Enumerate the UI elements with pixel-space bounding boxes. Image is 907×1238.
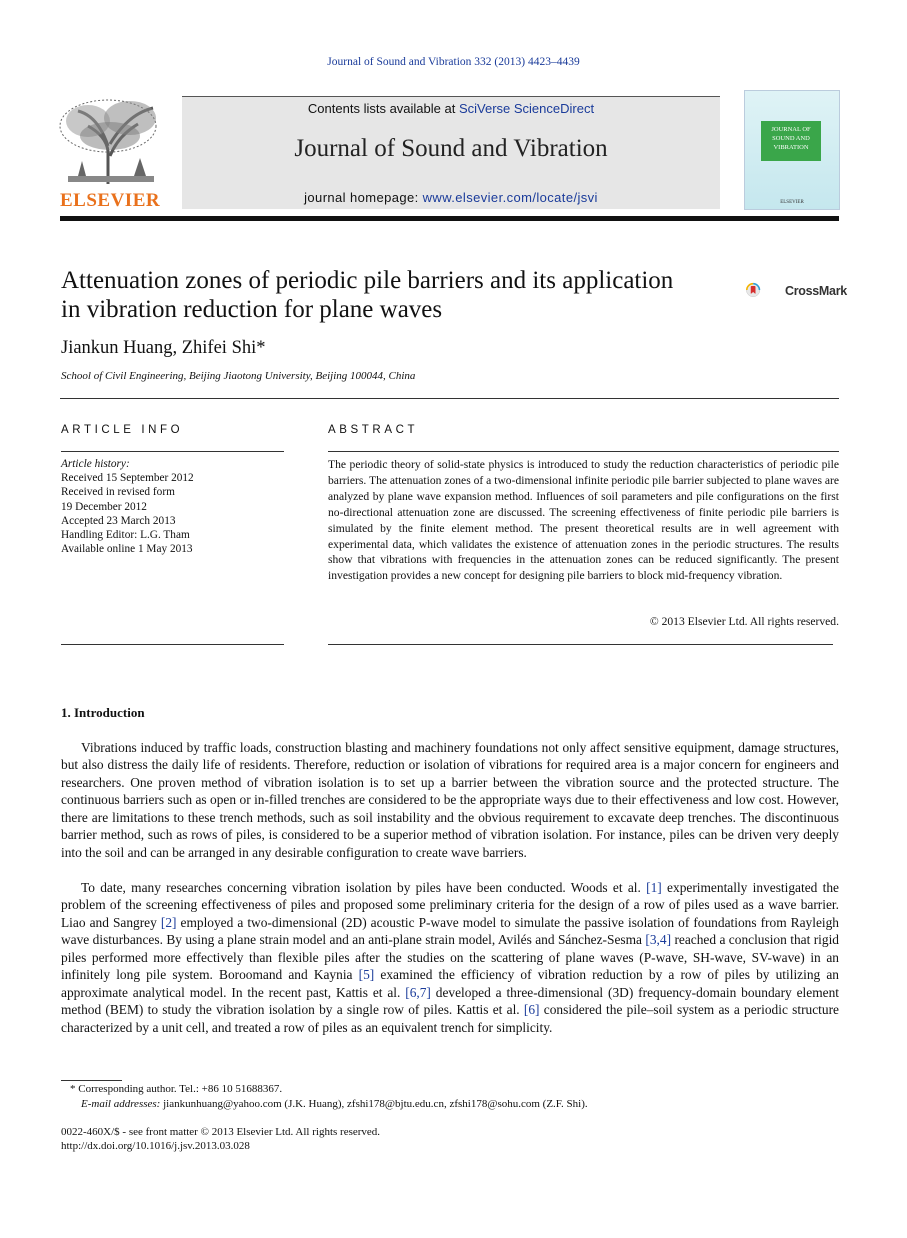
header-divider [60,216,839,221]
journal-cover-thumbnail[interactable] [744,90,840,210]
paragraph-text: considered the pile–soil system as a periodic structure characterized by a unit cell, and treated a row of piles as an equivalent trench for simplicity. [61,1002,839,1035]
paragraph-text: developed a three-dimensional (3D) frequency-domain boundary element method (BEM) to study the vibration isolation by a single row of piles. Kattis et al. [61,984,839,1018]
intro-paragraph-2 [61,879,839,1036]
contents-line [182,101,720,116]
article-authors: Jiankun Huang, Zhifei Shi* [61,338,266,358]
history-entry: Received in revised form [61,486,175,499]
crossmark-icon[interactable] [746,271,784,309]
abstract-rule-bottom [328,644,833,645]
citation-link[interactable]: [6] [523,1002,540,1018]
article-title-line2: in vibration reduction for plane waves [61,296,443,323]
journal-title: Journal of Sound and Vibration [294,135,608,162]
history-entry: Handling Editor: L.G. Tham [61,529,190,542]
issn-line: 0022-460X/$ - see front matter © 2013 Elsevier Ltd. All rights reserved. [61,1126,381,1138]
journal-citation[interactable]: Journal of Sound and Vibration 332 (2013) 4423–4439 [327,56,580,68]
paragraph-text: examined the efficiency of vibration reduction by a row of piles by utilizing an approximate analytical model. In the recent past, Kattis et al. [61,967,839,1000]
abstract-text: The periodic theory of solid-state physics is introduced to study the reduction characteristics of periodic pile barriers. The attenuation zones of a two-dimensional infinite periodic pile barrier subjected to plane waves are analyzed by plane wave expansion method. Influences of soil parameters and pile configurations on the first no-directional attenuation zone are discussed. The screening effectiveness of finite periodic pile barriers is simulated by the finite element method. The present theoretical results are in well agreement with experimental data, which validates the existence of attenuation zones in the periodic structures. The results show that vibrations with frequencies in the attenuation zones can be reduced significantly. The present investigation provides a new concept for designing pile barriers to block mid-frequency vibration. [328,458,840,583]
history-entry: 19 December 2012 [61,500,147,513]
title-divider [60,398,839,399]
paragraph-text: employed a two-dimensional (2D) acoustic P-wave model to simulate the passive isolation of foundations from Rayleigh wave disturbances. By using a plane strain model and an anti-plane strain model, Avilés and Sánchez-Sesma [61,914,839,948]
email-addresses [81,1098,588,1110]
citation-link[interactable]: [6,7] [405,984,431,1000]
crossmark-label[interactable]: CrossMark [785,284,847,298]
history-entry: Received 15 September 2012 [61,472,194,485]
cover-title: JOURNAL OF SOUND AND VIBRATION [761,121,821,161]
sciencedirect-link[interactable]: SciVerse ScienceDirect [458,101,595,116]
contents-prefix: Contents lists available at [307,101,459,116]
article-info-heading: ARTICLE INFO [61,424,184,436]
citation-link[interactable]: [1] [646,880,662,895]
article-history [61,457,194,556]
article-info-rule-bottom [61,644,284,645]
article-title-line1: Attenuation zones of periodic pile barriers and its application [61,267,674,294]
history-entry: Available online 1 May 2013 [61,543,193,556]
article-info-rule-top [61,451,284,452]
paragraph-text: experimentally investigated the problem of the screening effectiveness of piles and proposed some preliminary criteria for the design of a row of piles used as a wave barrier. Liao and Sangrey [61,880,839,930]
citation-link[interactable]: [2] [160,914,177,930]
history-entry: Accepted 23 March 2013 [61,514,176,527]
paragraph-text: reached a conclusion that rigid piles performed more effectively than flexible piles after the studies on the scattering of plane waves (P-wave, SH-wave, SV-wave) in an infinitely long pile system. Boroomand and Kaynia [61,932,839,983]
citation-link[interactable]: [5] [358,967,375,983]
email-label: E-mail addresses: [81,1098,161,1110]
abstract-copyright: © 2013 Elsevier Ltd. All rights reserved. [649,615,839,628]
journal-masthead [182,96,720,209]
article-title [61,266,741,324]
paragraph-text: To date, many researches concerning vibration isolation by piles have been conducted. Woods et al. [81,880,647,895]
email-list[interactable]: jiankunhuang@yahoo.com (J.K. Huang), zfshi178@bjtu.edu.cn, zfshi178@sohu.com (Z.F. Shi). [160,1098,588,1110]
homepage-prefix: journal homepage: [304,190,423,205]
corresponding-author-note: * Corresponding author. Tel.: +86 10 51688367. [70,1083,283,1095]
cover-publisher: ELSEVIER [780,200,804,205]
homepage-line [182,190,720,205]
author-affiliation: School of Civil Engineering, Beijing Jiaotong University, Beijing 100044, China [61,370,416,382]
footnote-rule [61,1080,122,1081]
intro-paragraph-1: Vibrations induced by traffic loads, construction blasting and machinery foundations not only affect sensitive equipment, damage structures, but also distress the daily life of residents. Therefore, reduction or isolation of vibrations for required area is a major concern for engineers and researchers. One proven method of vibration isolation is to set up a barrier between the vibration source and the protected structure. The continuous barriers such as open or in-filled trenches are considered to be the appropriate ways due to their effectiveness and low cost. However, there are limitations to these trench methods, such as soil instability and the obvious requirement to excavate deep trenches. The discontinuous barrier method, such as rows of piles, is considered to be a superior method of vibration isolation. For instance, piles can be driven very deeply into the soil and can be arranged in any desirable configuration to create wave barriers. [61,740,839,860]
doi-link[interactable]: http://dx.doi.org/10.1016/j.jsv.2013.03.028 [61,1140,250,1152]
abstract-rule-top [328,451,839,452]
section-heading-introduction: 1. Introduction [61,705,145,720]
history-label: Article history: [61,458,130,470]
elsevier-wordmark: ELSEVIER [60,190,161,211]
homepage-link[interactable]: www.elsevier.com/locate/jsvi [422,190,598,205]
citation-link[interactable]: [3,4] [645,932,672,948]
abstract-heading: ABSTRACT [328,424,419,436]
